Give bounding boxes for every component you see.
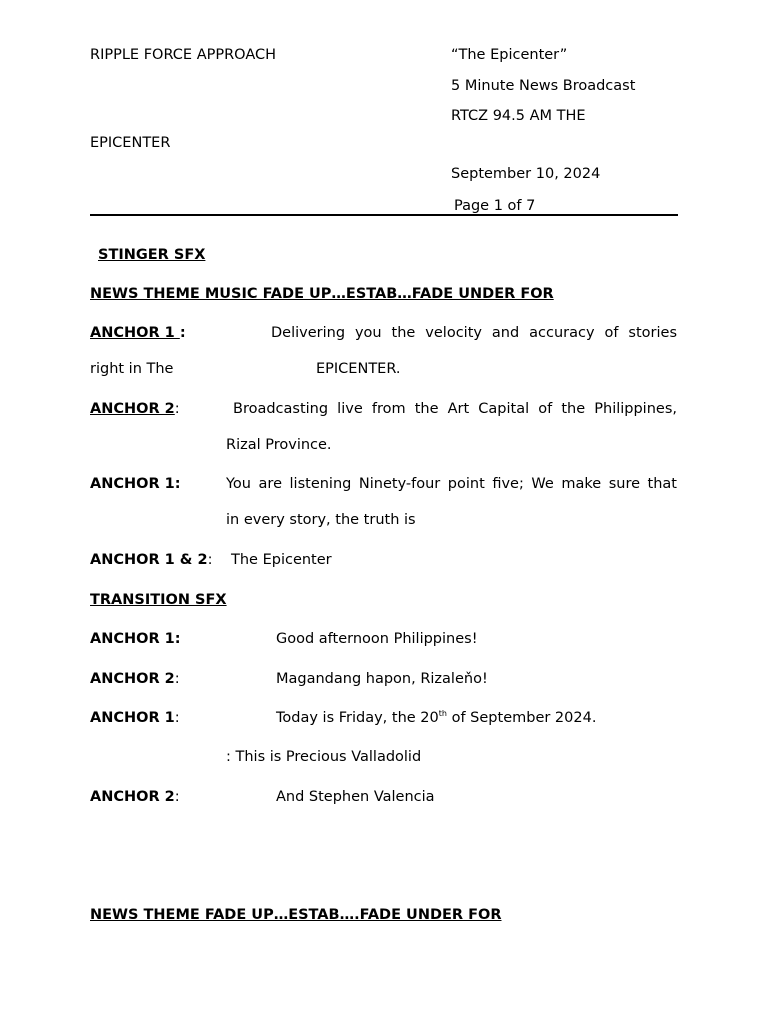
dialogue-line: And Stephen Valencia <box>276 789 435 805</box>
dialogue-line: Broadcasting live from the Art Capital of the Philippines, <box>233 401 677 417</box>
speaker-label <box>90 787 180 807</box>
stinger-cue: STINGER SFX <box>98 247 206 263</box>
speaker-colon: : <box>207 552 213 568</box>
dialogue-line: in every story, the truth is <box>226 512 416 528</box>
show-title: “The Epicenter” <box>451 47 568 63</box>
broadcast-format: 5 Minute News Broadcast <box>451 78 636 94</box>
speaker-name: ANCHOR 2 <box>90 401 175 417</box>
dialogue-line: Good afternoon Philippines! <box>276 631 478 647</box>
dialogue-line <box>276 708 596 728</box>
speaker-colon: : <box>179 325 186 341</box>
speaker-label: ANCHOR 1: <box>90 631 181 647</box>
speaker-label <box>90 708 180 728</box>
dialogue-line: You are listening Ninety-four point five; We make sure that <box>226 476 677 492</box>
speaker-name: ANCHOR 1 <box>90 710 175 726</box>
dialogue-line: Magandang hapon, Rizaleňo! <box>276 671 488 687</box>
dialogue-line: EPICENTER. <box>316 361 401 377</box>
date-text: Today is Friday, the 20 <box>276 710 439 726</box>
page-number: Page 1 of 7 <box>454 198 536 214</box>
speaker-colon: : <box>174 710 180 726</box>
station-call: RTCZ 94.5 AM THE <box>451 108 586 124</box>
theme-music-cue: NEWS THEME MUSIC FADE UP…ESTAB…FADE UNDER FOR <box>90 286 554 302</box>
speaker-colon: : <box>174 789 180 805</box>
dialogue-line: Rizal Province. <box>226 437 332 453</box>
transition-cue: TRANSITION SFX <box>90 592 227 608</box>
speaker-colon: : <box>174 671 180 687</box>
speaker-name: ANCHOR 2 <box>90 671 175 687</box>
speaker-label <box>90 669 180 689</box>
speaker-label <box>90 550 212 570</box>
speaker-label <box>90 399 180 419</box>
station-name: EPICENTER <box>90 135 171 151</box>
broadcast-date: September 10, 2024 <box>451 166 601 182</box>
speaker-label: ANCHOR 1: <box>90 476 181 492</box>
dialogue-line: right in The <box>90 361 174 377</box>
speaker-name: ANCHOR 2 <box>90 789 175 805</box>
theme-music-cue: NEWS THEME FADE UP…ESTAB….FADE UNDER FOR <box>90 907 502 923</box>
program-title: RIPPLE FORCE APPROACH <box>90 47 277 63</box>
ordinal-suffix: th <box>438 709 447 718</box>
dialogue-line: : This is Precious Valladolid <box>226 749 422 765</box>
date-text: of September 2024. <box>446 710 597 726</box>
dialogue-line: The Epicenter <box>231 552 332 568</box>
speaker-colon: : <box>174 401 180 417</box>
speaker-name: ANCHOR 1 & 2 <box>90 552 208 568</box>
header-divider <box>90 214 678 216</box>
dialogue-line: Delivering you the velocity and accuracy of stories <box>271 325 677 341</box>
speaker-name: ANCHOR 1 <box>90 325 180 341</box>
speaker-label <box>90 323 186 343</box>
